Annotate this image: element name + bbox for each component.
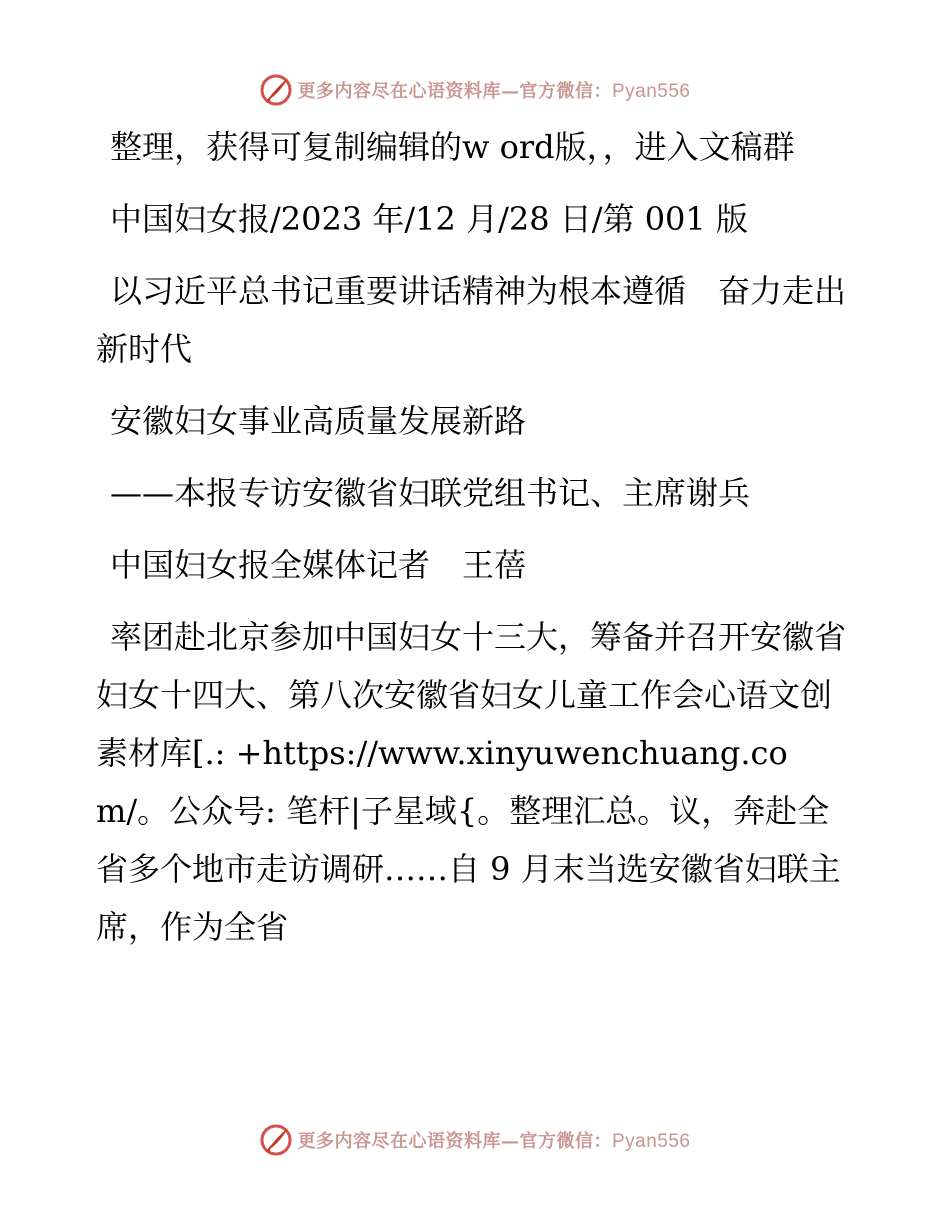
watermark-wechat-id: Pyan556 (611, 1131, 691, 1152)
paragraph-intro: 整理，获得可复制编辑的w ord版，，进入文稿群 (110, 128, 795, 166)
document-body (96, 118, 856, 966)
watermark-wechat-id: Pyan556 (611, 81, 691, 102)
paragraph-subheadline: ——本报专访安徽省妇联党组书记、主席谢兵 (110, 474, 751, 512)
feather-pen-circle-icon (259, 73, 293, 107)
watermark-text: 更多内容尽在心语资料库—官方微信：Pyan556 (297, 1131, 691, 1152)
paragraph-body: 率团赴北京参加中国妇女十三大，筹备并召开安徽省妇女十四大、第八次安徽省妇女儿童工作会心语文创素材库[.: +https://www.xinyuwenchuang.com/。公众号: 笔杆|子星域{。整理汇总。议，奔赴全省多个地市走访调研……自 9 月末当选安徽省妇联主席，作为全省 (96, 618, 847, 946)
paragraph-byline: 中国妇女报全媒体记者 王蓓 (110, 546, 527, 584)
footer-watermark (0, 1120, 950, 1160)
paragraph-headline-continued: 安徽妇女事业高质量发展新路 (110, 402, 527, 440)
header-watermark (0, 70, 950, 110)
paragraph-headline: 以习近平总书记重要讲话精神为根本遵循 奋力走出新时代 (96, 272, 847, 368)
paragraph-source-line: 中国妇女报/2023 年/12 月/28 日/第 001 版 (110, 200, 748, 238)
watermark-text: 更多内容尽在心语资料库—官方微信：Pyan556 (297, 81, 691, 102)
feather-pen-circle-icon (259, 1123, 293, 1157)
